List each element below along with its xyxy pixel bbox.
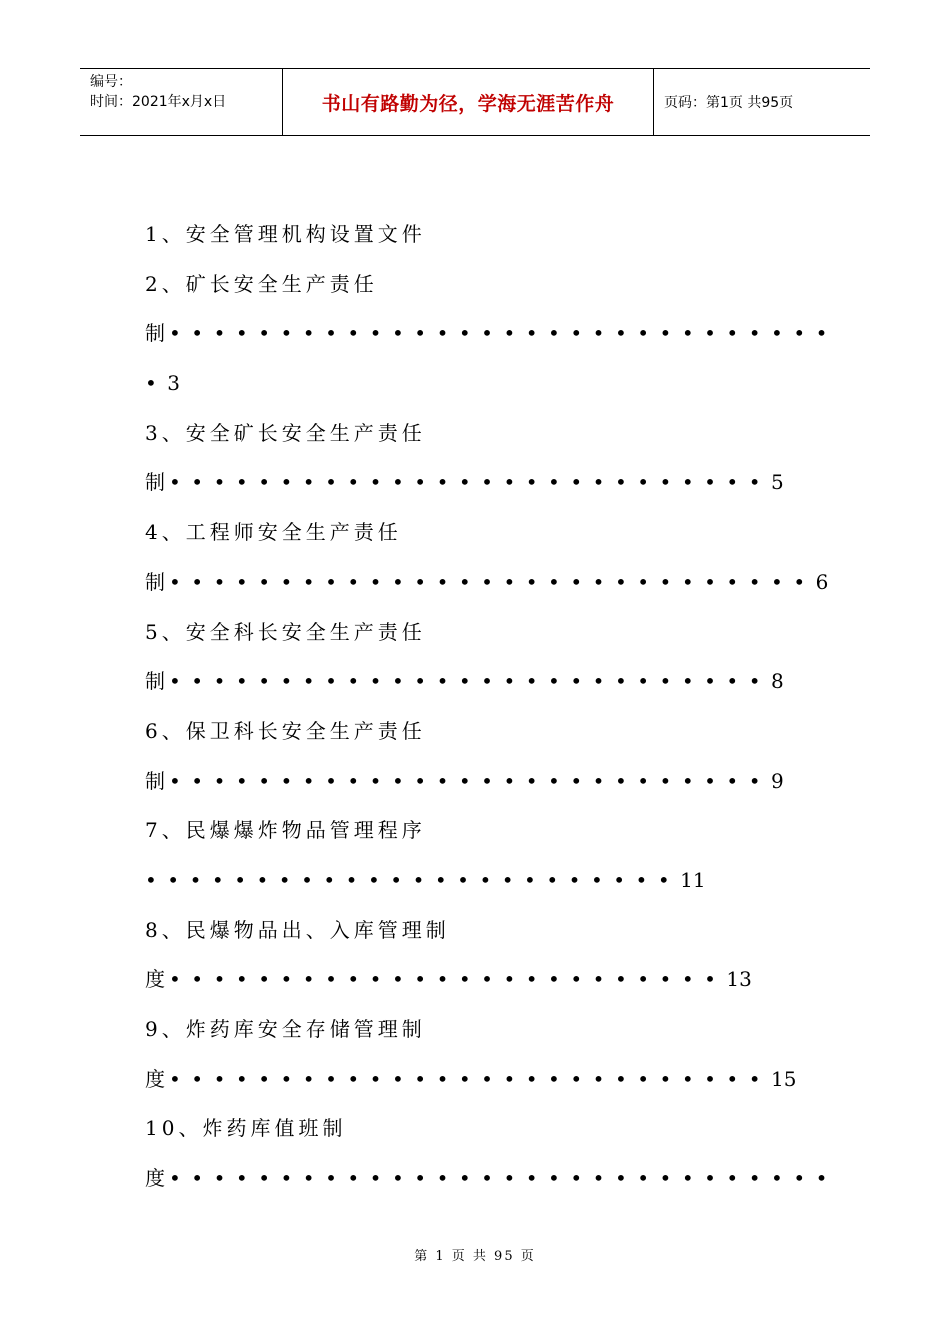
toc-leader-dots: ••••••••••••••••••••••••••• — [169, 470, 772, 495]
toc-leader-dots: ••••••••••••••••••••••••••• — [169, 669, 772, 694]
toc-line: 度•••••••••••••••••••••••••••15 — [145, 1066, 797, 1091]
toc-line: 2、矿长安全生产责任 — [145, 271, 378, 296]
toc-page-number: 9 — [771, 768, 784, 793]
toc-line: 制•••••••••••••••••••••••••••••• — [145, 321, 838, 346]
toc-page-number: 8 — [771, 669, 784, 694]
toc-line: 度•••••••••••••••••••••••••••••• — [145, 1166, 838, 1191]
toc-page-number: 5 — [771, 470, 784, 495]
toc-page-number: 13 — [726, 967, 752, 992]
toc-line: 4、工程师安全生产责任 — [145, 520, 402, 545]
toc-line: 7、民爆爆炸物品管理程序 — [145, 818, 426, 843]
document-time-label: 时间：2021年x月x日 — [90, 94, 227, 110]
page-header — [80, 68, 870, 136]
toc-line: 制•••••••••••••••••••••••••••••6 — [145, 569, 829, 594]
header-motto: 书山有路勤为径，学海无涯苦作舟 — [283, 69, 654, 135]
table-of-contents — [145, 210, 838, 1204]
toc-leader-dots: •••••••••••••••••••••••••••••• — [169, 1166, 838, 1191]
page-footer: 第 1 页 共 95 页 — [414, 1249, 536, 1264]
document-number-label: 编号： — [90, 74, 132, 90]
toc-line: 9、炸药库安全存储管理制 — [145, 1017, 426, 1041]
toc-leader-dots: ••••••••••••••••••••••••••• — [169, 1066, 772, 1091]
toc-leader-dots: •••••••••••••••••••••••••••••• — [169, 321, 838, 346]
toc-leader-dots: ••••••••••••••••••••••••••••• — [169, 569, 816, 594]
header-page-info: 页码：第1页 共95页 — [664, 95, 794, 111]
toc-page-number: 11 — [680, 867, 706, 892]
header-meta-cell — [80, 69, 283, 135]
toc-line: 10、炸药库值班制 — [145, 1116, 347, 1141]
toc-page-number: 6 — [815, 569, 829, 594]
toc-line: 3、安全矿长安全生产责任 — [145, 420, 426, 445]
toc-line — [145, 359, 805, 409]
toc-line: 1、安全管理机构设置文件 — [145, 222, 426, 246]
toc-line: 5、安全科长安全生产责任 — [145, 619, 426, 644]
toc-leader-dots: •••••••••••••••••••••••• — [145, 867, 681, 892]
toc-line: 制•••••••••••••••••••••••••••8 — [145, 669, 784, 694]
toc-leader-dots: • — [145, 371, 168, 396]
toc-page-number: 3 — [167, 371, 181, 396]
toc-line: 6、保卫科长安全生产责任 — [145, 718, 426, 743]
toc-line: 制•••••••••••••••••••••••••••5 — [145, 470, 784, 495]
toc-line: 8、民爆物品出、入库管理制 — [145, 917, 450, 942]
toc-leader-dots: ••••••••••••••••••••••••••• — [169, 768, 772, 793]
toc-line — [145, 856, 805, 906]
toc-page-number: 15 — [771, 1066, 797, 1091]
toc-line: 度•••••••••••••••••••••••••13 — [145, 967, 752, 992]
toc-leader-dots: ••••••••••••••••••••••••• — [169, 967, 727, 992]
toc-line: 制•••••••••••••••••••••••••••9 — [145, 768, 784, 793]
